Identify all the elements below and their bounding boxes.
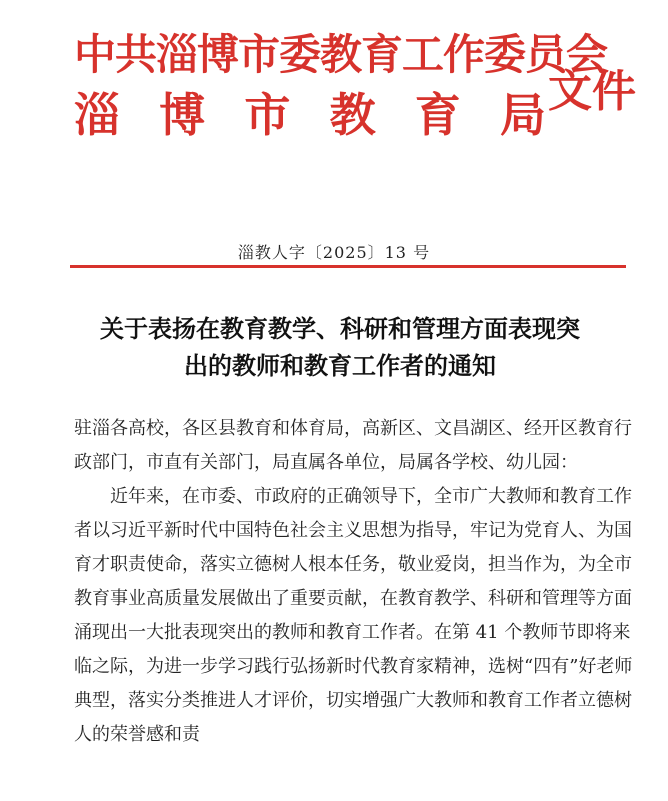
title-line-1: 关于表扬在教育教学、科研和管理方面表现突 <box>100 314 580 343</box>
title-line-2: 出的教师和教育工作者的通知 <box>184 351 496 380</box>
document-header <box>0 0 668 270</box>
addressee-paragraph: 驻淄各高校，各区县教育和体育局，高新区、文昌湖区、经开区教育行政部门，市直有关部门，局直属各单位，局属各学校、幼儿园： <box>74 418 632 473</box>
header-red-divider <box>70 265 626 268</box>
org2-char: 博 <box>159 88 206 142</box>
issuing-org-education-bureau <box>74 88 546 142</box>
org2-char: 局 <box>499 88 546 142</box>
org2-char: 育 <box>414 88 461 142</box>
body-paragraph-1: 近年来，在市委、市政府的正确领导下，全市广大教师和教育工作者以习近平新时代中国特色社会主义思想为指导，牢记为党育人、为国育才职责使命，落实立德树人根本任务，敬业爱岗，担当作为，为全市教育事业高质量发展做出了重要贡献，在教育教学、科研和管理等方面涌现出一大批表现突出的教师和教育工作者。在第 41 个教师节即将来临之际，为进一步学习践行弘扬新时代教育家精神，选树“四有”好老师典型，落实分类推进人才评价，切实增强广大教师和教育工作者立德树人的荣誉感和责 <box>74 486 633 745</box>
document-body <box>74 412 634 752</box>
org2-char: 教 <box>329 88 376 142</box>
document-title <box>60 310 620 384</box>
org2-char: 市 <box>244 88 291 142</box>
org2-char: 淄 <box>74 88 120 142</box>
document-type-label: 文件 <box>548 66 636 117</box>
issuing-org-party-committee: 中共淄博市委教育工作委员会 <box>74 30 608 79</box>
document-number: 淄教人字〔2025〕13 号 <box>237 243 431 262</box>
